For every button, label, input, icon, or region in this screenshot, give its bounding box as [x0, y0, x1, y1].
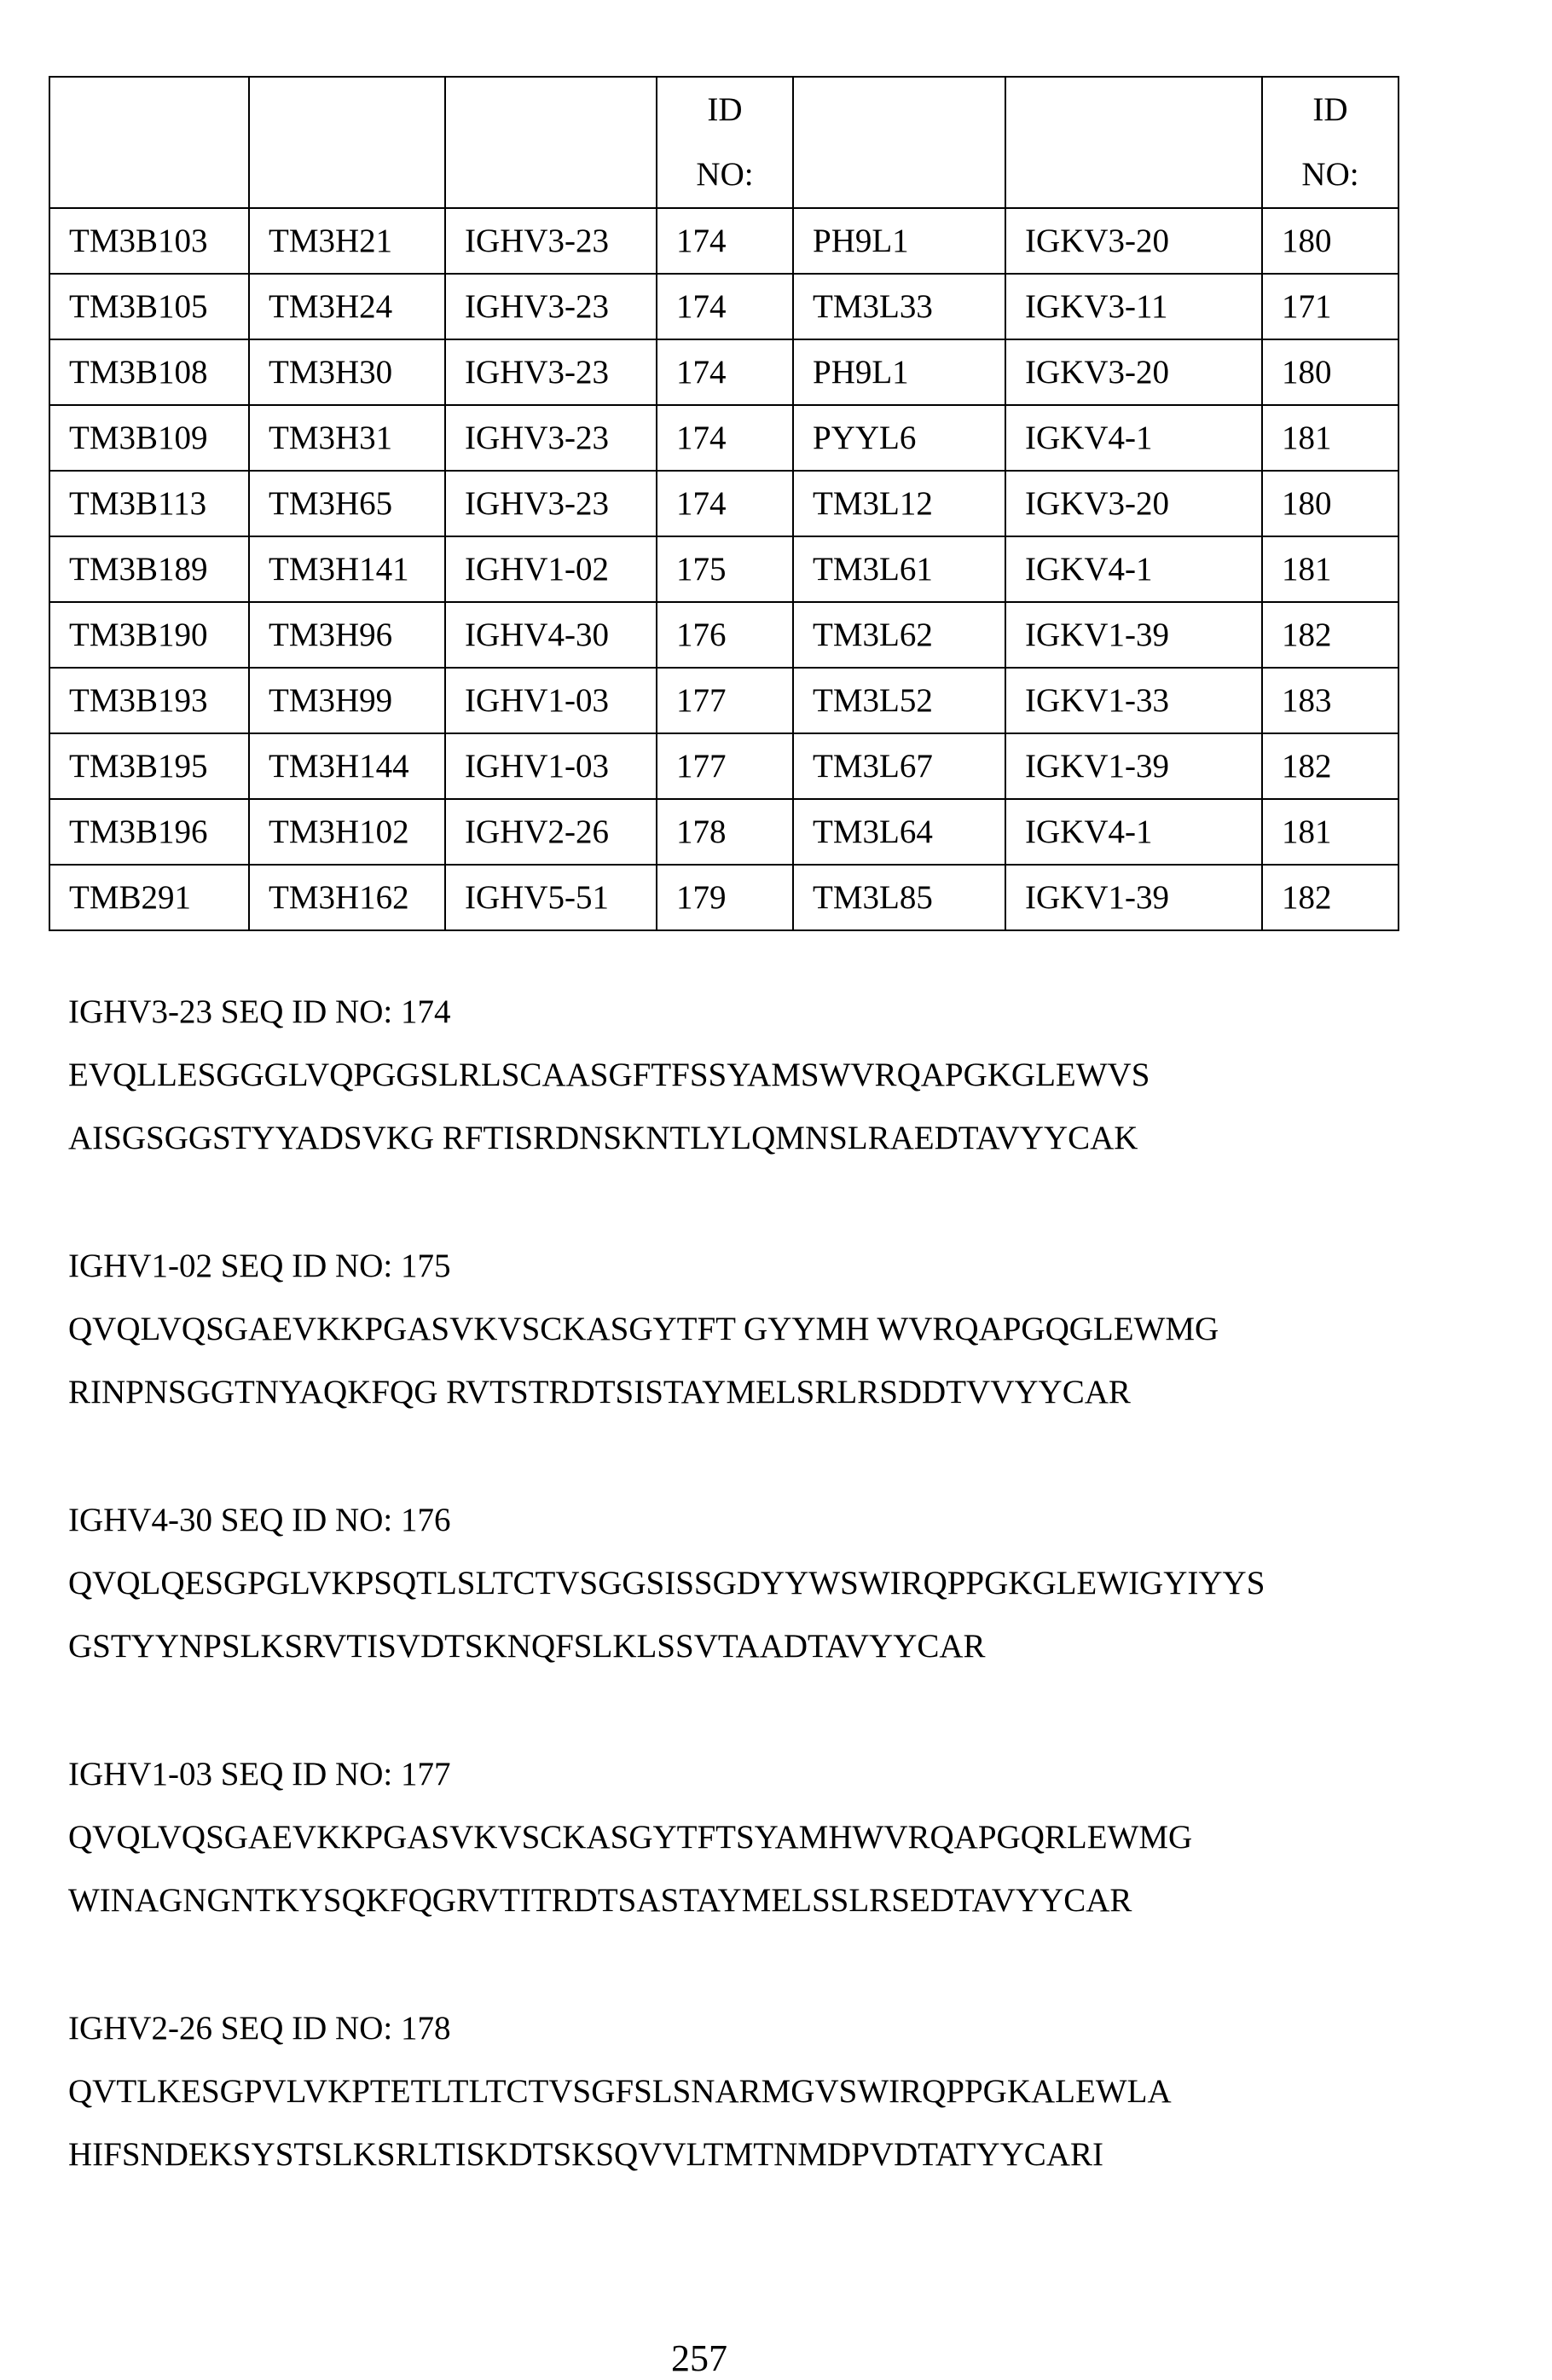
header-label: ID NO: — [691, 78, 759, 207]
table-cell: TM3H141 — [249, 536, 445, 602]
table-cell: TM3H144 — [249, 733, 445, 799]
table-row — [49, 865, 1399, 930]
sequence-block — [68, 1235, 1219, 1424]
table-cell: IGKV4-1 — [1005, 799, 1262, 865]
table-cell: 182 — [1262, 865, 1399, 930]
table-cell: TM3L12 — [793, 471, 1005, 536]
table-cell: 174 — [657, 208, 793, 274]
table-cell: TM3B195 — [49, 733, 249, 799]
table-cell: IGHV3-23 — [445, 208, 657, 274]
header-cell-id-no — [657, 77, 793, 208]
sequence-block — [68, 981, 1150, 1170]
table-cell: TM3H99 — [249, 668, 445, 733]
table-cell: 171 — [1262, 274, 1399, 339]
table-row — [49, 208, 1399, 274]
table-cell: 174 — [657, 274, 793, 339]
table-cell: 179 — [657, 865, 793, 930]
table-cell: TM3B109 — [49, 405, 249, 471]
table-cell: TM3B190 — [49, 602, 249, 668]
header-cell — [49, 77, 249, 208]
table-cell: TM3H102 — [249, 799, 445, 865]
table-cell: 181 — [1262, 536, 1399, 602]
sequence-title: IGHV4-30 SEQ ID NO: 176 — [68, 1489, 1265, 1552]
sequence-line: QVTLKESGPVLVKPTETLTLTCTVSGFSLSNARMGVSWIRQPPGKALEWLA — [68, 2060, 1172, 2123]
table-row — [49, 274, 1399, 339]
table-cell: IGKV1-39 — [1005, 733, 1262, 799]
table-row — [49, 733, 1399, 799]
header-cell-id-no — [1262, 77, 1399, 208]
table-cell: TMB291 — [49, 865, 249, 930]
table-cell: 177 — [657, 668, 793, 733]
sequence-line: AISGSGGSTYYADSVKG RFTISRDNSKNTLYLQMNSLRAEDTAVYYCAK — [68, 1107, 1150, 1170]
table-cell: TM3L61 — [793, 536, 1005, 602]
table-cell: TM3B193 — [49, 668, 249, 733]
table-cell: 182 — [1262, 733, 1399, 799]
table-cell: TM3B105 — [49, 274, 249, 339]
table-cell: TM3B113 — [49, 471, 249, 536]
table-cell: IGHV3-23 — [445, 339, 657, 405]
table-cell: IGKV1-33 — [1005, 668, 1262, 733]
table-cell: TM3L85 — [793, 865, 1005, 930]
sequence-line: RINPNSGGTNYAQKFQG RVTSTRDTSISTAYMELSRLRSDDTVVYYCAR — [68, 1361, 1219, 1424]
table-cell: IGHV1-03 — [445, 733, 657, 799]
table-cell: 183 — [1262, 668, 1399, 733]
table-cell: TM3B196 — [49, 799, 249, 865]
table-cell: TM3H31 — [249, 405, 445, 471]
table-cell: TM3H65 — [249, 471, 445, 536]
table-cell: IGHV2-26 — [445, 799, 657, 865]
table-row — [49, 668, 1399, 733]
header-label: ID NO: — [1296, 78, 1364, 207]
header-cell — [445, 77, 657, 208]
sequence-line: WINAGNGNTKYSQKFQGRVTITRDTSASTAYMELSSLRSEDTAVYYCAR — [68, 1869, 1192, 1932]
table-cell: 174 — [657, 405, 793, 471]
sequence-line: GSTYYNPSLKSRVTISVDTSKNQFSLKLSSVTAADTAVYYCAR — [68, 1615, 1265, 1678]
table-cell: IGKV1-39 — [1005, 865, 1262, 930]
table-cell: TM3B103 — [49, 208, 249, 274]
table-row — [49, 536, 1399, 602]
sequence-line: HIFSNDEKSYSTSLKSRLTISKDTSKSQVVLTMTNMDPVDTATYYCARI — [68, 2123, 1172, 2186]
table-cell: 180 — [1262, 471, 1399, 536]
table-cell: 174 — [657, 471, 793, 536]
table-header-row — [49, 77, 1399, 208]
table-cell: 180 — [1262, 208, 1399, 274]
table-row — [49, 339, 1399, 405]
table-cell: TM3B189 — [49, 536, 249, 602]
table-cell: PH9L1 — [793, 208, 1005, 274]
table-cell: IGHV3-23 — [445, 471, 657, 536]
table-cell: IGKV1-39 — [1005, 602, 1262, 668]
table-cell: TM3H24 — [249, 274, 445, 339]
table-cell: TM3L52 — [793, 668, 1005, 733]
sequence-block — [68, 1997, 1172, 2186]
table-cell: TM3B108 — [49, 339, 249, 405]
sequence-line: EVQLLESGGGLVQPGGSLRLSCAASGFTFSSYAMSWVRQAPGKGLEWVS — [68, 1044, 1150, 1107]
table-cell: 176 — [657, 602, 793, 668]
table-cell: TM3H96 — [249, 602, 445, 668]
sequence-title: IGHV2-26 SEQ ID NO: 178 — [68, 1997, 1172, 2060]
table-cell: 174 — [657, 339, 793, 405]
table-cell: 182 — [1262, 602, 1399, 668]
table-cell: TM3L62 — [793, 602, 1005, 668]
table-cell: IGHV3-23 — [445, 274, 657, 339]
table-cell: IGKV4-1 — [1005, 405, 1262, 471]
table-cell: PYYL6 — [793, 405, 1005, 471]
table-cell: PH9L1 — [793, 339, 1005, 405]
table-cell: 181 — [1262, 799, 1399, 865]
table-cell: TM3L67 — [793, 733, 1005, 799]
sequence-block — [68, 1489, 1265, 1678]
page-number: 257 — [0, 2337, 1399, 2380]
sequence-title: IGHV3-23 SEQ ID NO: 174 — [68, 981, 1150, 1044]
table-cell: TM3H30 — [249, 339, 445, 405]
sequence-line: QVQLQESGPGLVKPSQTLSLTCTVSGGSISSGDYYWSWIRQPPGKGLEWIGYIYYS — [68, 1552, 1265, 1615]
table-cell: IGHV1-03 — [445, 668, 657, 733]
table-cell: IGKV3-20 — [1005, 471, 1262, 536]
sequence-title: IGHV1-02 SEQ ID NO: 175 — [68, 1235, 1219, 1298]
table-cell: IGHV4-30 — [445, 602, 657, 668]
table-cell: 177 — [657, 733, 793, 799]
header-cell — [793, 77, 1005, 208]
table-cell: TM3L64 — [793, 799, 1005, 865]
table-cell: IGHV5-51 — [445, 865, 657, 930]
table-cell: IGKV4-1 — [1005, 536, 1262, 602]
sequence-block — [68, 1743, 1192, 1932]
sequence-title: IGHV1-03 SEQ ID NO: 177 — [68, 1743, 1192, 1806]
table-cell: TM3H21 — [249, 208, 445, 274]
sequence-line: QVQLVQSGAEVKKPGASVKVSCKASGYTFTSYAMHWVRQAPGQRLEWMG — [68, 1806, 1192, 1869]
table-cell: 180 — [1262, 339, 1399, 405]
antibody-table — [49, 76, 1399, 931]
header-cell — [249, 77, 445, 208]
table-cell: 178 — [657, 799, 793, 865]
table-row — [49, 799, 1399, 865]
table-cell: 181 — [1262, 405, 1399, 471]
table-row — [49, 602, 1399, 668]
table-cell: IGKV3-11 — [1005, 274, 1262, 339]
table-cell: IGHV1-02 — [445, 536, 657, 602]
table-row — [49, 471, 1399, 536]
sequence-line: QVQLVQSGAEVKKPGASVKVSCKASGYTFT GYYMH WVRQAPGQGLEWMG — [68, 1298, 1219, 1361]
table-cell: IGHV3-23 — [445, 405, 657, 471]
header-cell — [1005, 77, 1262, 208]
table-cell: 175 — [657, 536, 793, 602]
table-row — [49, 405, 1399, 471]
table-cell: IGKV3-20 — [1005, 208, 1262, 274]
table-cell: IGKV3-20 — [1005, 339, 1262, 405]
table-cell: TM3L33 — [793, 274, 1005, 339]
table-cell: TM3H162 — [249, 865, 445, 930]
